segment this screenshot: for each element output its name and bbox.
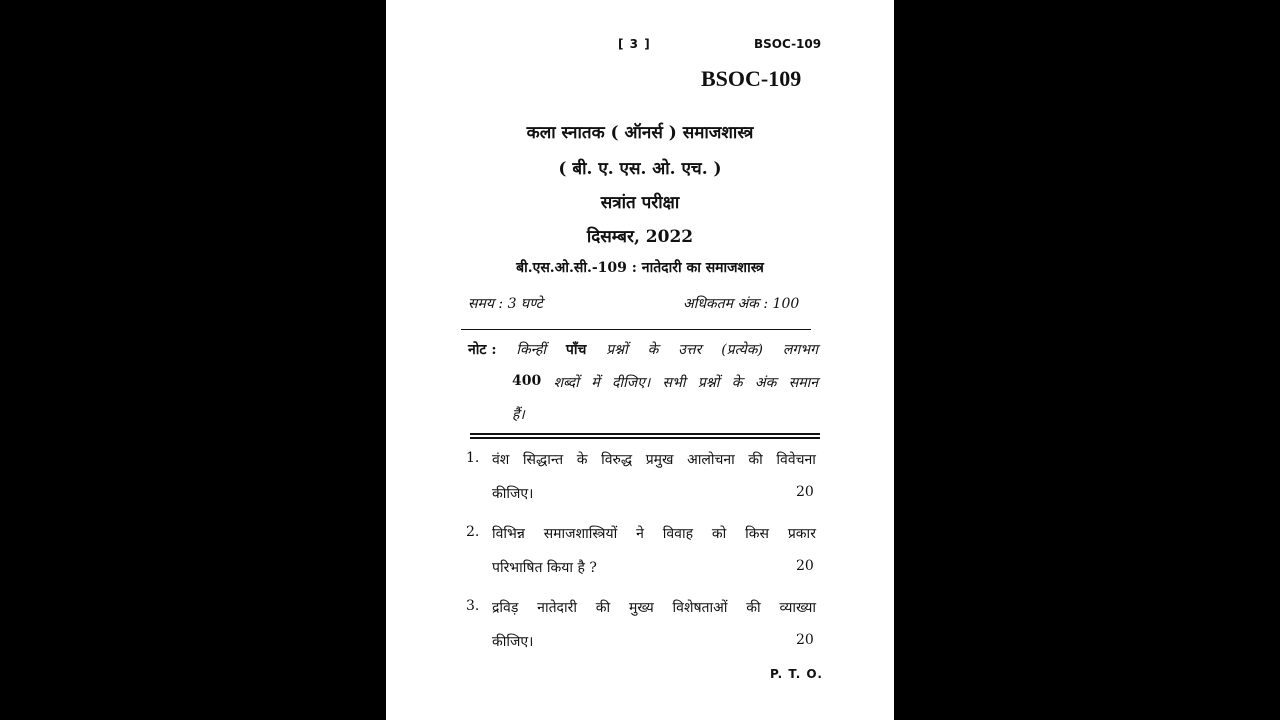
note-word-bold: पाँच	[565, 342, 587, 358]
question-word: आलोचना	[687, 452, 735, 468]
time-allowed: समय : 3 घण्टे	[468, 296, 543, 312]
question-word: विरुद्ध	[601, 452, 633, 468]
degree-abbreviation: ( बी. ए. एस. ओ. एच. )	[558, 159, 722, 179]
note-label: नोट :	[468, 342, 497, 358]
note-line-3: हैं।	[512, 407, 525, 423]
exam-page	[386, 0, 894, 720]
question-word: मुख्य	[629, 600, 654, 616]
degree-title: कला स्नातक ( ऑनर्स ) समाजशास्त्र	[526, 123, 754, 143]
question-marks: 20	[796, 632, 814, 648]
question-number: 3.	[466, 598, 480, 614]
header-course-code: BSOC-109	[754, 37, 822, 51]
course-title: बी.एस.ओ.सी.-109 : नातेदारी का समाजशास्त्र	[516, 260, 764, 276]
question-number: 1.	[466, 450, 480, 466]
question-word: नातेदारी	[537, 600, 577, 616]
double-rule-top	[470, 433, 820, 435]
note-word: अंक	[754, 375, 777, 391]
question-text-continuation: परिभाषित किया है ?	[492, 560, 597, 576]
max-marks: अधिकतम अंक : 100	[683, 296, 800, 312]
note-line-1	[468, 340, 818, 359]
question-word: वंश	[492, 452, 510, 468]
question-word: विभिन्न	[492, 526, 525, 542]
exam-date: दिसम्बर, 2022	[586, 227, 694, 247]
note-word: (प्रत्येक)	[721, 342, 764, 358]
note-word: के	[731, 375, 743, 391]
question-word: के	[576, 452, 588, 468]
note-line-2	[512, 373, 818, 392]
question-word: किस	[745, 526, 769, 542]
note-word: शब्दों	[553, 375, 579, 391]
please-turn-over: P. T. O.	[770, 667, 823, 681]
note-word: में	[591, 375, 600, 391]
note-word: किन्हीं	[516, 342, 546, 358]
page-number: [ 3 ]	[618, 37, 651, 51]
question-text-line	[492, 450, 816, 469]
question-word: व्याख्या	[779, 600, 816, 616]
question-text-line	[492, 598, 816, 617]
question-word: की	[748, 452, 763, 468]
question-word: प्रकार	[787, 526, 816, 542]
note-word: लगभग	[782, 342, 818, 358]
note-word: प्रश्नों	[697, 375, 720, 391]
question-word: की	[595, 600, 611, 616]
note-word: दीजिए।	[612, 375, 651, 391]
question-word: को	[711, 526, 727, 542]
note-word: उत्तर	[678, 342, 702, 358]
note-word: समान	[788, 375, 818, 391]
double-rule-bottom	[470, 437, 820, 439]
course-code-title: BSOC-109	[701, 66, 802, 91]
question-word: की	[746, 600, 761, 616]
question-text-continuation: कीजिए।	[492, 486, 534, 502]
question-text-line	[492, 524, 816, 543]
question-number: 2.	[466, 524, 480, 540]
note-word: के	[647, 342, 659, 358]
question-word: विशेषताओं	[672, 600, 728, 616]
question-word: द्रविड़	[492, 600, 519, 616]
question-text-continuation: कीजिए।	[492, 634, 534, 650]
divider-line	[461, 329, 811, 330]
question-marks: 20	[796, 558, 814, 574]
question-word: सिद्धान्त	[522, 452, 564, 468]
question-word: विवाह	[662, 526, 694, 542]
question-word: ने	[636, 526, 644, 542]
question-word: विवेचना	[776, 452, 816, 468]
question-word: समाजशास्त्रियों	[543, 526, 618, 542]
note-word-bold: 400	[512, 373, 542, 389]
question-marks: 20	[796, 484, 814, 500]
note-word: सभी	[662, 375, 686, 391]
question-word: प्रमुख	[645, 452, 674, 468]
exam-title: सत्रांत परीक्षा	[600, 193, 680, 213]
note-word: प्रश्नों	[606, 342, 628, 358]
